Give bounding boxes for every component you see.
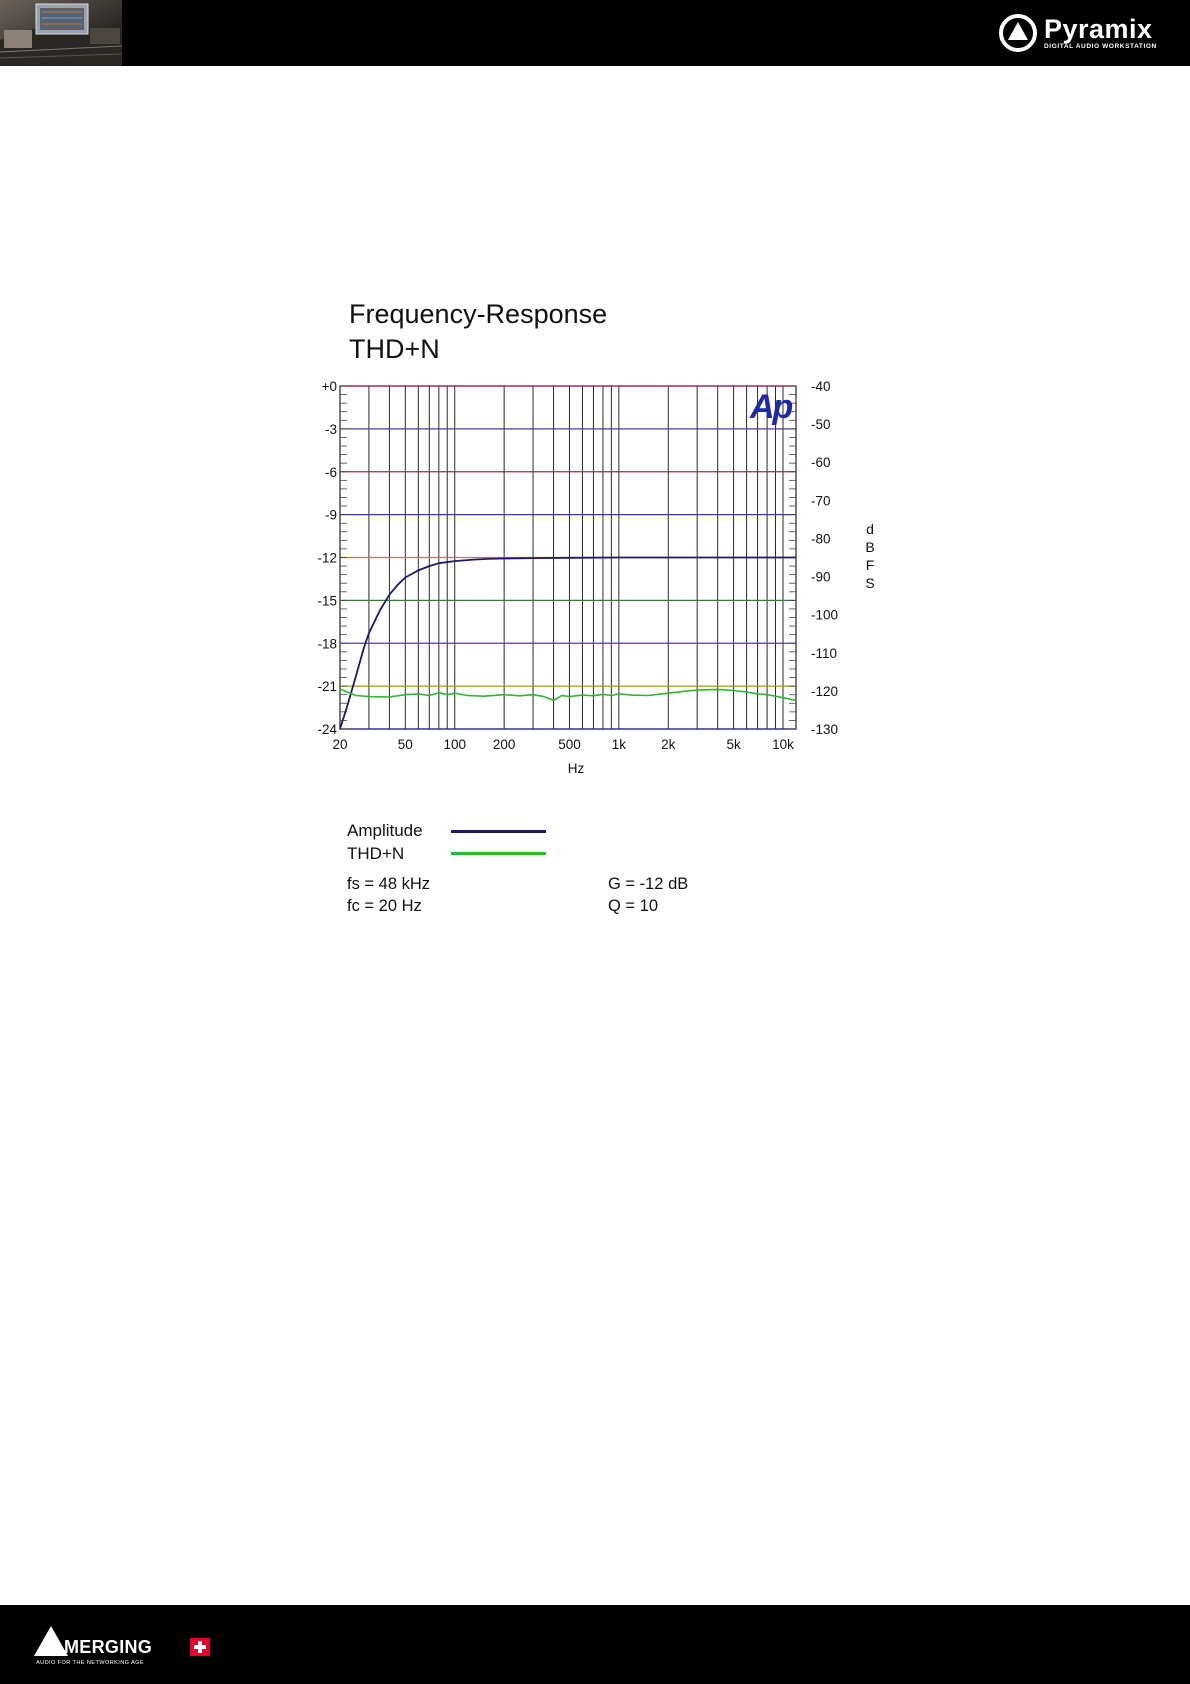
y-right-tick-label: -70 (811, 493, 831, 509)
legend-label-thdn: THD+N (347, 844, 405, 863)
ap-watermark: Ap (750, 388, 792, 426)
x-tick-label: 10k (772, 737, 794, 752)
mixing-console-photo (0, 0, 122, 66)
x-tick-label: 5k (726, 737, 741, 752)
legend-label-amplitude: Amplitude (347, 821, 423, 840)
y-right-tick-label: -110 (811, 645, 838, 661)
y-right-tick-label: -90 (811, 569, 831, 585)
y-left-tick-label: -3 (324, 421, 337, 437)
y-right-tick-label: -80 (811, 531, 831, 547)
x-axis-label: Hz (567, 761, 585, 776)
brand-name: Pyramix (1044, 14, 1153, 44)
param-cutoff-frequency: fc = 20 Hz (347, 897, 422, 915)
x-tick-label: 20 (332, 737, 348, 752)
x-tick-label: 1k (611, 737, 626, 752)
pyramix-logo (996, 10, 1172, 56)
footer-brand-name: MERGING (64, 1637, 153, 1657)
x-tick-label: 50 (397, 737, 413, 752)
y-right-axis-label-char: d (866, 521, 874, 537)
legend-swatch-thdn (451, 852, 546, 855)
y-left-tick-label: -18 (317, 636, 337, 652)
y-left-tick-label: -15 (317, 593, 337, 609)
param-sample-rate: fs = 48 kHz (347, 875, 430, 893)
y-left-tick-label: +0 (321, 379, 337, 394)
merging-logo (34, 1624, 224, 1674)
y-right-tick-label: -60 (811, 455, 831, 471)
frequency-response-chart (300, 370, 900, 790)
y-right-tick-label: -100 (811, 607, 839, 623)
x-tick-label: 2k (661, 737, 676, 752)
x-tick-label: 500 (558, 737, 581, 752)
y-left-tick-label: -9 (324, 507, 337, 523)
chart-subtitle: THD+N (349, 334, 440, 364)
y-right-tick-label: -50 (811, 417, 831, 433)
x-tick-label: 200 (492, 737, 516, 752)
legend-item-amplitude (347, 822, 423, 839)
y-left-tick-label: -21 (317, 679, 337, 695)
pyramix-triangle-icon (998, 13, 1038, 53)
footer-brand-subtitle: AUDIO FOR THE NETWORKING AGE (36, 1660, 145, 1666)
y-left-tick-label: -6 (324, 464, 337, 480)
y-right-tick-label: -130 (811, 722, 839, 737)
footer-bar (0, 1605, 1190, 1684)
y-right-tick-label: -120 (811, 683, 839, 699)
legend-swatch-amplitude (451, 830, 546, 833)
header-bar (0, 0, 1190, 66)
merging-triangle-icon (34, 1626, 68, 1656)
y-right-axis-label-char: S (865, 575, 875, 591)
y-right-tick-label: -40 (811, 379, 831, 394)
y-right-axis-label-char: F (865, 557, 875, 573)
y-left-tick-label: -12 (317, 550, 337, 566)
y-right-axis-label-char: B (865, 539, 875, 555)
param-q-factor: Q = 10 (608, 897, 658, 915)
x-tick-label: 100 (443, 737, 466, 752)
legend-item-thdn (347, 845, 404, 862)
param-gain: G = -12 dB (608, 875, 689, 893)
swiss-cross-icon (190, 1638, 210, 1656)
y-left-tick-label: -24 (317, 722, 337, 737)
brand-subtitle: DIGITAL AUDIO WORKSTATION (1044, 43, 1157, 50)
chart-title: Frequency-Response (349, 299, 608, 329)
